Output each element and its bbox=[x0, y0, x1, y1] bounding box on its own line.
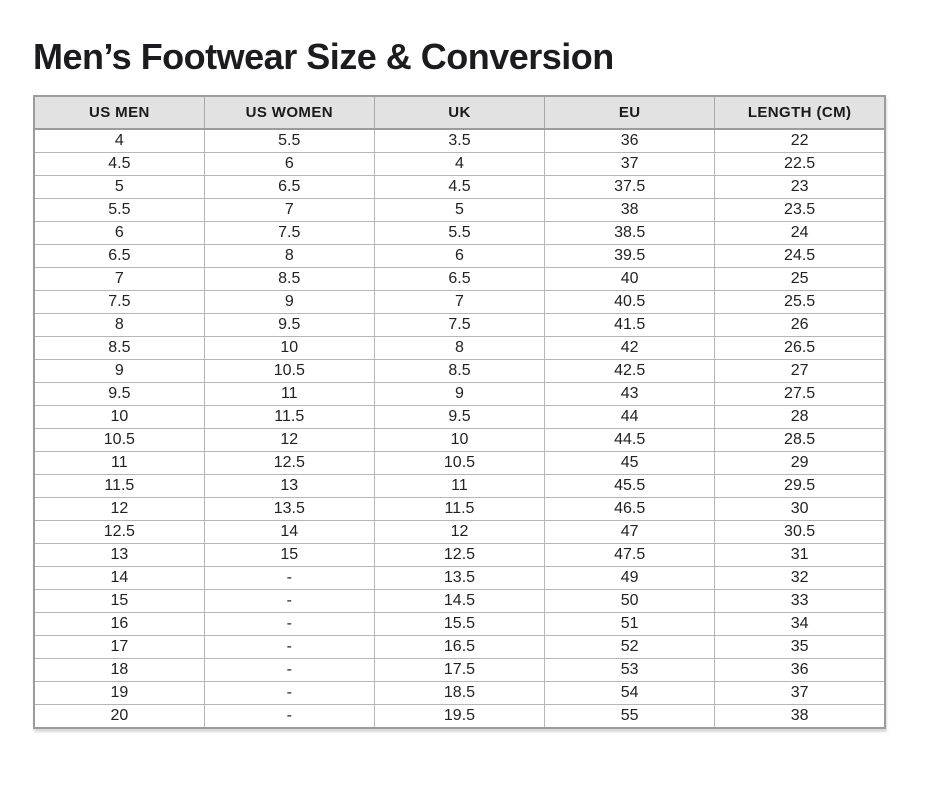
table-cell: 6.5 bbox=[204, 176, 374, 199]
table-cell: 7 bbox=[204, 199, 374, 222]
table-cell: - bbox=[204, 590, 374, 613]
table-row bbox=[34, 222, 885, 245]
header-cell: US WOMEN bbox=[204, 96, 374, 129]
table-cell: 5.5 bbox=[34, 199, 204, 222]
table-cell: 18.5 bbox=[374, 682, 544, 705]
table-cell: 47.5 bbox=[545, 544, 715, 567]
table-cell: 5 bbox=[34, 176, 204, 199]
table-cell: 11 bbox=[34, 452, 204, 475]
table-cell: 10 bbox=[374, 429, 544, 452]
table-cell: 14 bbox=[34, 567, 204, 590]
table-cell: 13 bbox=[204, 475, 374, 498]
table-cell: 22 bbox=[715, 129, 885, 153]
page-title: Men’s Footwear Size & Conversion bbox=[33, 36, 614, 77]
table-cell: 26.5 bbox=[715, 337, 885, 360]
table-cell: 7 bbox=[34, 268, 204, 291]
table-cell: 11.5 bbox=[204, 406, 374, 429]
table-cell: 25 bbox=[715, 268, 885, 291]
table-cell: 8 bbox=[34, 314, 204, 337]
table-cell: 6.5 bbox=[374, 268, 544, 291]
table-row bbox=[34, 314, 885, 337]
table-cell: 7.5 bbox=[204, 222, 374, 245]
table-row bbox=[34, 268, 885, 291]
table-cell: 14 bbox=[204, 521, 374, 544]
table-cell: 38 bbox=[545, 199, 715, 222]
header-row bbox=[34, 96, 885, 129]
table-cell: 12 bbox=[374, 521, 544, 544]
table-cell: 15 bbox=[204, 544, 374, 567]
table-cell: 8.5 bbox=[34, 337, 204, 360]
table-cell: 46.5 bbox=[545, 498, 715, 521]
table-cell: 8 bbox=[374, 337, 544, 360]
table-cell: 10.5 bbox=[374, 452, 544, 475]
table-cell: 28.5 bbox=[715, 429, 885, 452]
header-cell: EU bbox=[545, 96, 715, 129]
table-cell: 7.5 bbox=[374, 314, 544, 337]
table-cell: 23.5 bbox=[715, 199, 885, 222]
table-cell: - bbox=[204, 682, 374, 705]
table-row bbox=[34, 452, 885, 475]
table-cell: 19.5 bbox=[374, 705, 544, 729]
table-cell: - bbox=[204, 636, 374, 659]
table-cell: 16 bbox=[34, 613, 204, 636]
table-cell: 37 bbox=[715, 682, 885, 705]
table-cell: 30 bbox=[715, 498, 885, 521]
table-cell: 6 bbox=[204, 153, 374, 176]
table-cell: 32 bbox=[715, 567, 885, 590]
table-row bbox=[34, 406, 885, 429]
table-cell: 30.5 bbox=[715, 521, 885, 544]
table-cell: 24 bbox=[715, 222, 885, 245]
table-cell: 40 bbox=[545, 268, 715, 291]
table-row bbox=[34, 682, 885, 705]
table-cell: 13.5 bbox=[374, 567, 544, 590]
table-cell: 52 bbox=[545, 636, 715, 659]
table-cell: 4.5 bbox=[34, 153, 204, 176]
table-row bbox=[34, 613, 885, 636]
table-row bbox=[34, 521, 885, 544]
table-cell: 19 bbox=[34, 682, 204, 705]
table-cell: 22.5 bbox=[715, 153, 885, 176]
table-cell: 20 bbox=[34, 705, 204, 729]
table-cell: 44 bbox=[545, 406, 715, 429]
table-cell: 55 bbox=[545, 705, 715, 729]
table-cell: 36 bbox=[715, 659, 885, 682]
header-cell: US MEN bbox=[34, 96, 204, 129]
table-cell: 47 bbox=[545, 521, 715, 544]
table-cell: 12.5 bbox=[204, 452, 374, 475]
table-cell: 54 bbox=[545, 682, 715, 705]
table-cell: 50 bbox=[545, 590, 715, 613]
table-row bbox=[34, 590, 885, 613]
header-cell: UK bbox=[374, 96, 544, 129]
table-cell: 10.5 bbox=[204, 360, 374, 383]
size-conversion-table bbox=[33, 95, 886, 729]
table-cell: 3.5 bbox=[374, 129, 544, 153]
table-cell: 11.5 bbox=[34, 475, 204, 498]
table-cell: 37.5 bbox=[545, 176, 715, 199]
table-row bbox=[34, 291, 885, 314]
table-cell: 12.5 bbox=[374, 544, 544, 567]
table-cell: - bbox=[204, 567, 374, 590]
table-cell: 34 bbox=[715, 613, 885, 636]
table-cell: 13.5 bbox=[204, 498, 374, 521]
table-cell: 28 bbox=[715, 406, 885, 429]
table-cell: 11 bbox=[204, 383, 374, 406]
table-cell: - bbox=[204, 659, 374, 682]
table-row bbox=[34, 567, 885, 590]
table-cell: 40.5 bbox=[545, 291, 715, 314]
table-cell: 9.5 bbox=[374, 406, 544, 429]
table-cell: 9 bbox=[204, 291, 374, 314]
table-cell: 6.5 bbox=[34, 245, 204, 268]
table-cell: 11.5 bbox=[374, 498, 544, 521]
table-cell: 6 bbox=[34, 222, 204, 245]
table-cell: 41.5 bbox=[545, 314, 715, 337]
table-cell: 42.5 bbox=[545, 360, 715, 383]
table-cell: 33 bbox=[715, 590, 885, 613]
table-cell: 17 bbox=[34, 636, 204, 659]
table-cell: 4 bbox=[34, 129, 204, 153]
table-cell: 9.5 bbox=[204, 314, 374, 337]
table-cell: 5.5 bbox=[204, 129, 374, 153]
table-cell: 23 bbox=[715, 176, 885, 199]
table-row bbox=[34, 383, 885, 406]
table-cell: 43 bbox=[545, 383, 715, 406]
table-body bbox=[34, 129, 885, 728]
table-row bbox=[34, 636, 885, 659]
table-cell: 15.5 bbox=[374, 613, 544, 636]
table-row bbox=[34, 544, 885, 567]
table-cell: 12 bbox=[204, 429, 374, 452]
table-row bbox=[34, 129, 885, 153]
table-cell: 42 bbox=[545, 337, 715, 360]
table-cell: 27 bbox=[715, 360, 885, 383]
table-cell: 10 bbox=[204, 337, 374, 360]
table-cell: 29.5 bbox=[715, 475, 885, 498]
table-cell: 4 bbox=[374, 153, 544, 176]
table-cell: 9 bbox=[374, 383, 544, 406]
table-cell: 5 bbox=[374, 199, 544, 222]
table-cell: 7.5 bbox=[34, 291, 204, 314]
table-cell: 6 bbox=[374, 245, 544, 268]
table-cell: 7 bbox=[374, 291, 544, 314]
table-cell: 5.5 bbox=[374, 222, 544, 245]
table-cell: 45 bbox=[545, 452, 715, 475]
table-cell: - bbox=[204, 613, 374, 636]
table-cell: 49 bbox=[545, 567, 715, 590]
table-cell: 31 bbox=[715, 544, 885, 567]
table-cell: 35 bbox=[715, 636, 885, 659]
table-cell: 38 bbox=[715, 705, 885, 729]
table-cell: 17.5 bbox=[374, 659, 544, 682]
table-cell: - bbox=[204, 705, 374, 729]
table-cell: 13 bbox=[34, 544, 204, 567]
table-cell: 29 bbox=[715, 452, 885, 475]
table-row bbox=[34, 360, 885, 383]
table-cell: 9 bbox=[34, 360, 204, 383]
table-cell: 37 bbox=[545, 153, 715, 176]
table-cell: 12.5 bbox=[34, 521, 204, 544]
table-row bbox=[34, 498, 885, 521]
table-cell: 44.5 bbox=[545, 429, 715, 452]
table-cell: 8.5 bbox=[204, 268, 374, 291]
table-cell: 8 bbox=[204, 245, 374, 268]
table-cell: 11 bbox=[374, 475, 544, 498]
table-row bbox=[34, 659, 885, 682]
table-row bbox=[34, 705, 885, 729]
table-row bbox=[34, 153, 885, 176]
table-cell: 51 bbox=[545, 613, 715, 636]
table-head bbox=[34, 96, 885, 129]
table-cell: 8.5 bbox=[374, 360, 544, 383]
table-cell: 25.5 bbox=[715, 291, 885, 314]
table-cell: 27.5 bbox=[715, 383, 885, 406]
table-cell: 26 bbox=[715, 314, 885, 337]
table-cell: 9.5 bbox=[34, 383, 204, 406]
table-row bbox=[34, 245, 885, 268]
table-cell: 45.5 bbox=[545, 475, 715, 498]
table-cell: 14.5 bbox=[374, 590, 544, 613]
table-row bbox=[34, 475, 885, 498]
table-cell: 39.5 bbox=[545, 245, 715, 268]
table-cell: 12 bbox=[34, 498, 204, 521]
table-cell: 53 bbox=[545, 659, 715, 682]
table-cell: 38.5 bbox=[545, 222, 715, 245]
table-cell: 15 bbox=[34, 590, 204, 613]
table-cell: 36 bbox=[545, 129, 715, 153]
table-row bbox=[34, 176, 885, 199]
table-row bbox=[34, 199, 885, 222]
table-row bbox=[34, 429, 885, 452]
table-cell: 4.5 bbox=[374, 176, 544, 199]
table-cell: 10.5 bbox=[34, 429, 204, 452]
header-cell: LENGTH (CM) bbox=[715, 96, 885, 129]
table-cell: 10 bbox=[34, 406, 204, 429]
table-cell: 16.5 bbox=[374, 636, 544, 659]
table-cell: 24.5 bbox=[715, 245, 885, 268]
table-row bbox=[34, 337, 885, 360]
table-cell: 18 bbox=[34, 659, 204, 682]
